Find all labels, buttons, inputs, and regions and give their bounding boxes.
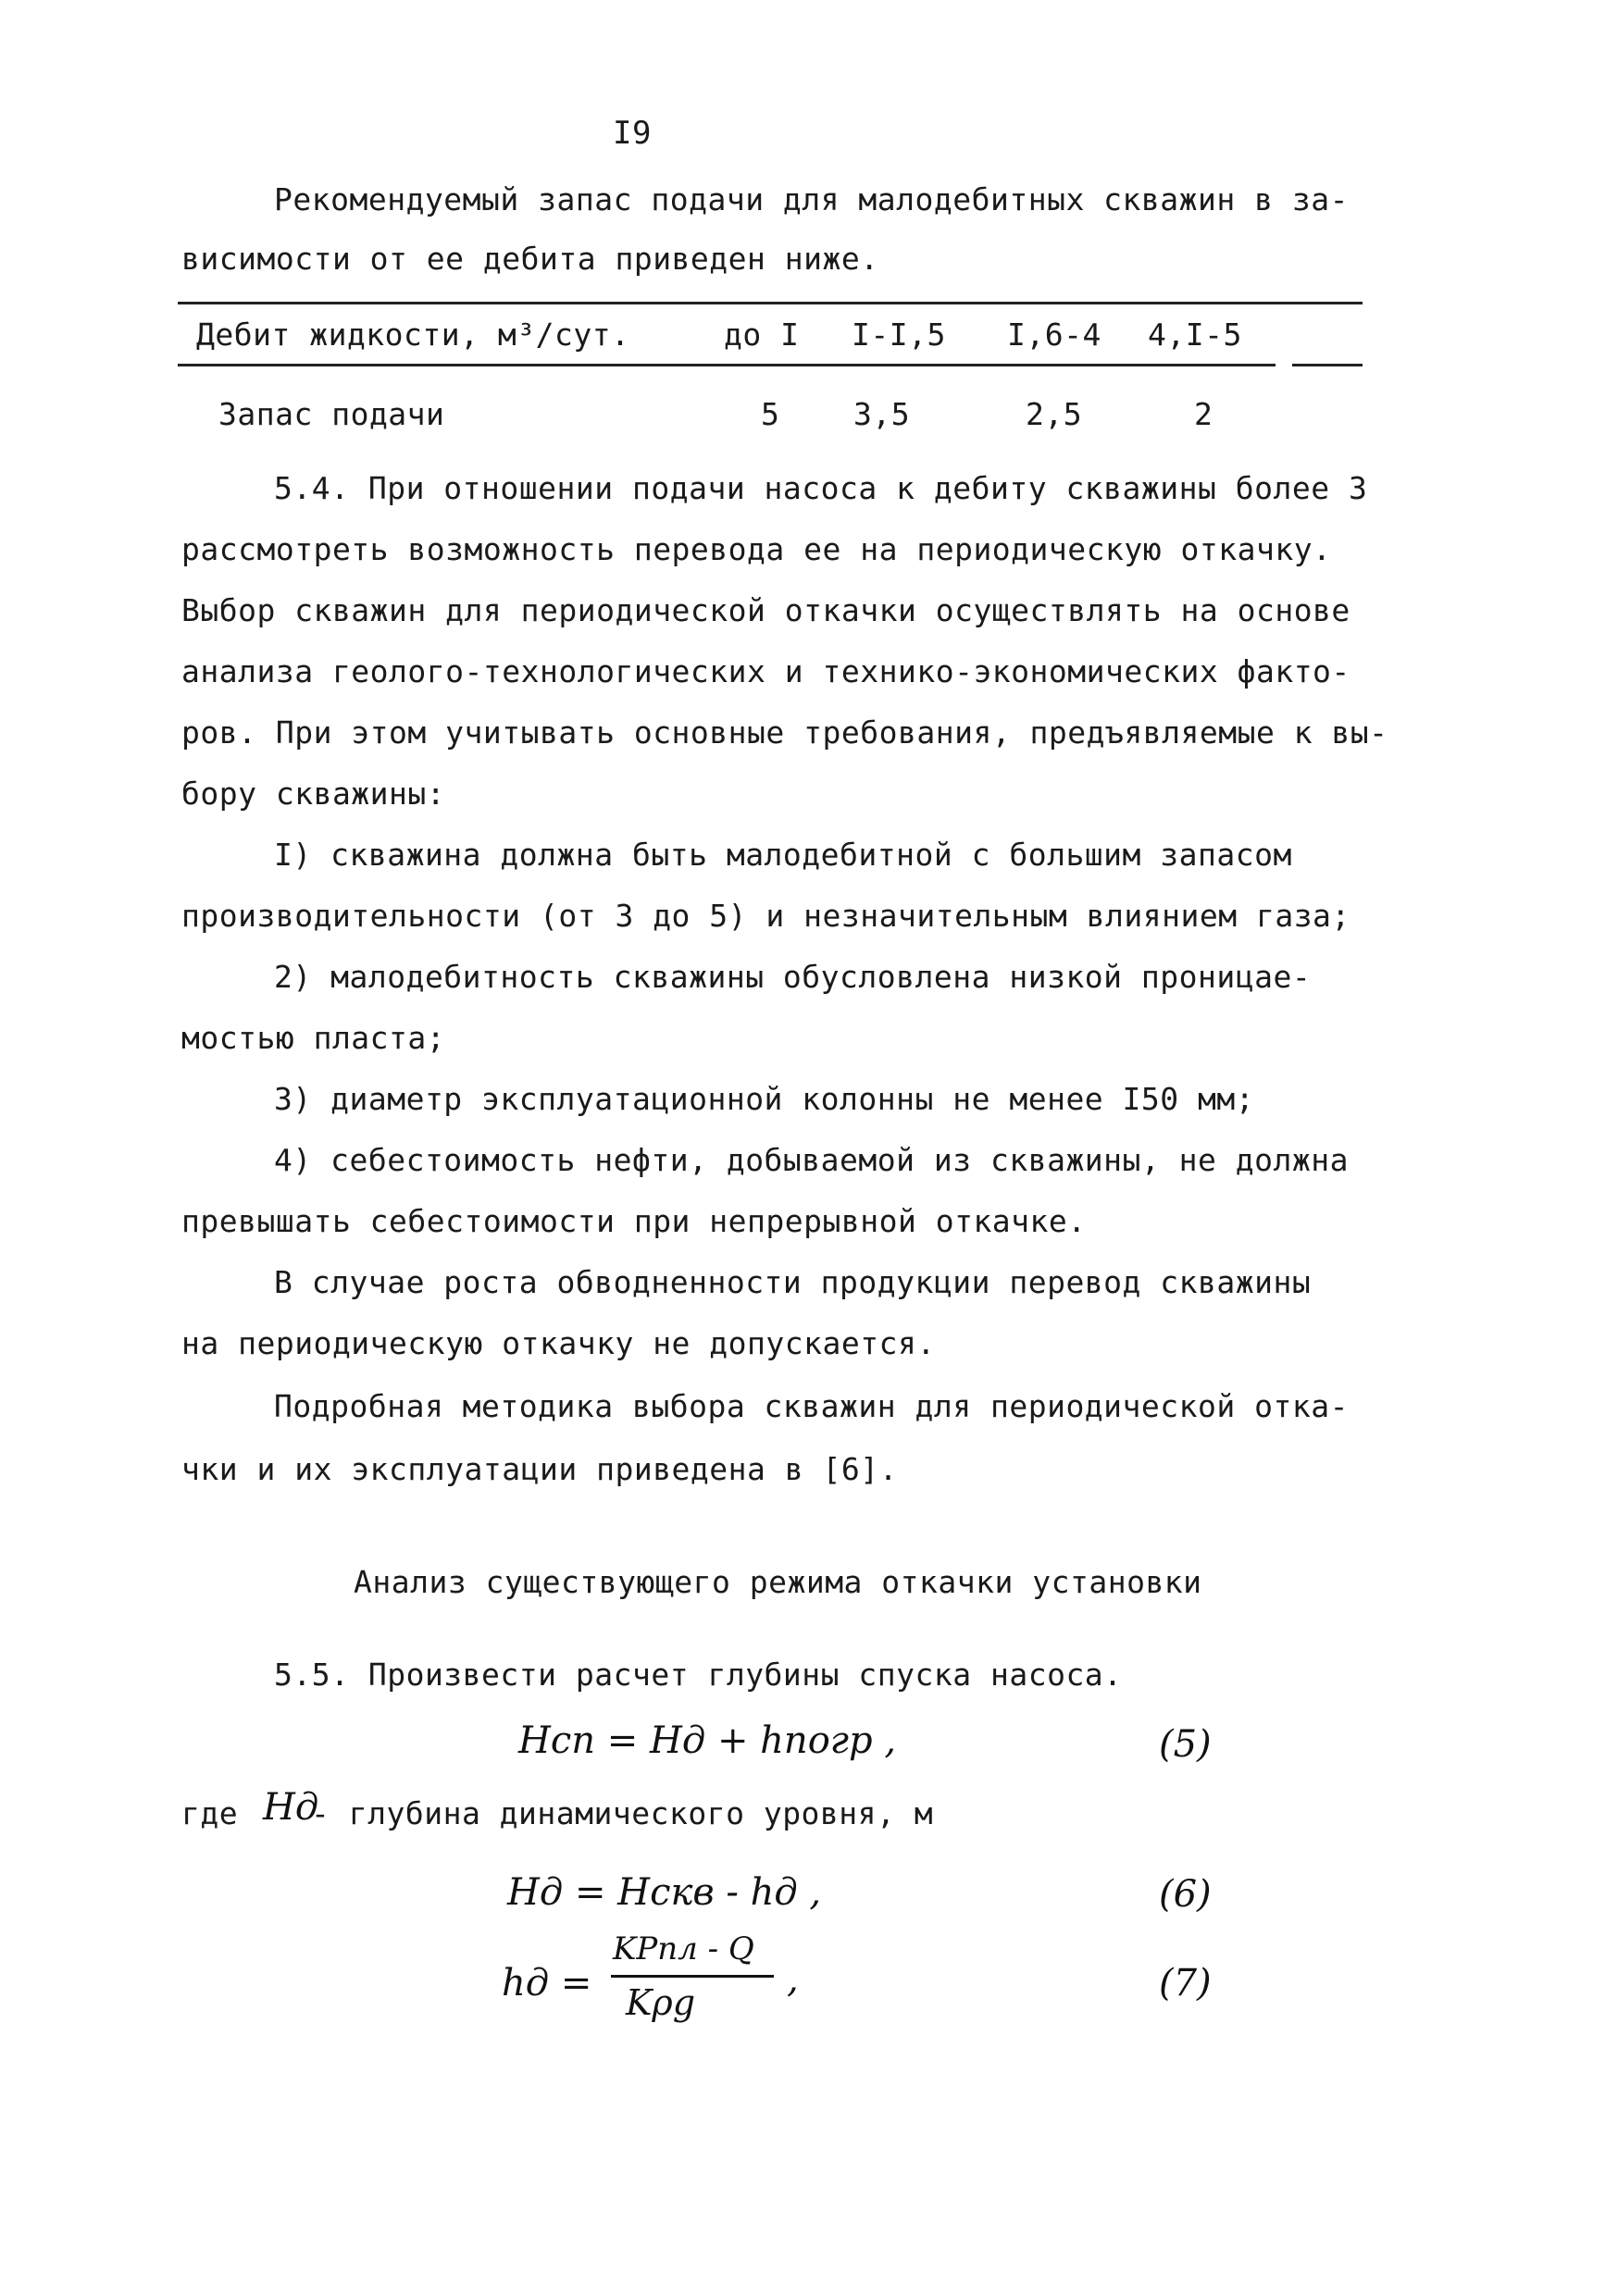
water-cut-line: на периодическую откачку не допускается. [181,1325,936,1361]
formula-6-number: (6) [1159,1873,1212,1916]
intro-line-1: Рекомендуемый запас подачи для малодебитных скважин в за- [274,181,1349,217]
section-5-4-line: ров. При этом учитывать основные требования, предъявляемые к вы- [181,714,1388,751]
table-col-2: I-I,5 [852,316,946,353]
section-5-4-line: рассмотреть возможность перевода ее на периодическую откачку. [181,531,1332,567]
page-number: I9 [613,115,652,152]
formula-7-tail: , [787,1958,799,2001]
section-5-4-line: 5.4. При отношении подачи насоса к дебиту скважины более 3 [274,470,1368,506]
requirement-item: производительности (от 3 до 5) и незначительным влиянием газа; [181,898,1350,934]
requirement-item: 3) диаметр эксплуатационной колонны не менее I50 мм; [274,1081,1255,1117]
table-top-rule [178,302,1363,304]
table-row-label: Запас подачи [218,396,445,432]
section-5-4-line: анализа геолого-технологических и технико-экономических факто- [181,653,1350,689]
section-5-5-line: 5.5. Произвести расчет глубины спуска насоса. [274,1657,1123,1693]
table-header-rule-left [178,364,1276,366]
section-5-4-line: бору скважины: [181,776,446,812]
table-col-3: I,6-4 [1007,316,1101,353]
where-text: - глубина динамического уровня, м [311,1795,934,1831]
section-heading: Анализ существующего режима откачки установки [354,1564,1202,1600]
table-value-4: 2 [1194,396,1214,432]
formula-6: Hд = Hскв - hд , [507,1871,822,1914]
table-value-2: 3,5 [853,396,911,432]
formula-7-denominator: Kρg [626,1982,696,2023]
table-col-1: до I [724,316,800,353]
formula-5: Hсп = Hд + hпогр , [518,1719,897,1762]
table-value-3: 2,5 [1026,396,1083,432]
table-value-1: 5 [761,396,780,432]
requirement-item: 4) себестоимость нефти, добываемой из скважины, не должна [274,1142,1349,1178]
formula-7-lhs: hд = [502,1962,592,2004]
table-col-4: 4,I-5 [1148,316,1242,353]
section-5-4-line: Выбор скважин для периодической откачки осуществлять на основе [181,592,1350,628]
method-line: Подробная методика выбора скважин для периодической отка- [274,1388,1349,1424]
where-symbol: Hд [263,1786,319,1829]
table-header-label: Дебит жидкости, м³/сут. [196,316,630,353]
requirement-item: I) скважина должна быть малодебитной с большим запасом [274,837,1292,873]
formula-5-number: (5) [1159,1723,1212,1766]
requirement-item: превышать себестоимости при непрерывной откачке. [181,1203,1087,1239]
where-prefix: где [181,1795,239,1831]
method-line: чки и их эксплуатации приведена в [6]. [181,1451,898,1487]
intro-line-2: висимости от ее дебита приведен ниже. [181,241,879,277]
formula-7-fraction-bar [611,1975,774,1978]
formula-7-number: (7) [1159,1962,1212,2004]
table-header-rule-right [1292,364,1363,366]
water-cut-line: В случае роста обводненности продукции перевод скважины [274,1264,1312,1300]
formula-7-numerator: KPпл - Q [613,1930,754,1967]
requirement-item: 2) малодебитность скважины обусловлена низкой проницае- [274,959,1312,995]
requirement-item: мостью пласта; [181,1020,446,1056]
